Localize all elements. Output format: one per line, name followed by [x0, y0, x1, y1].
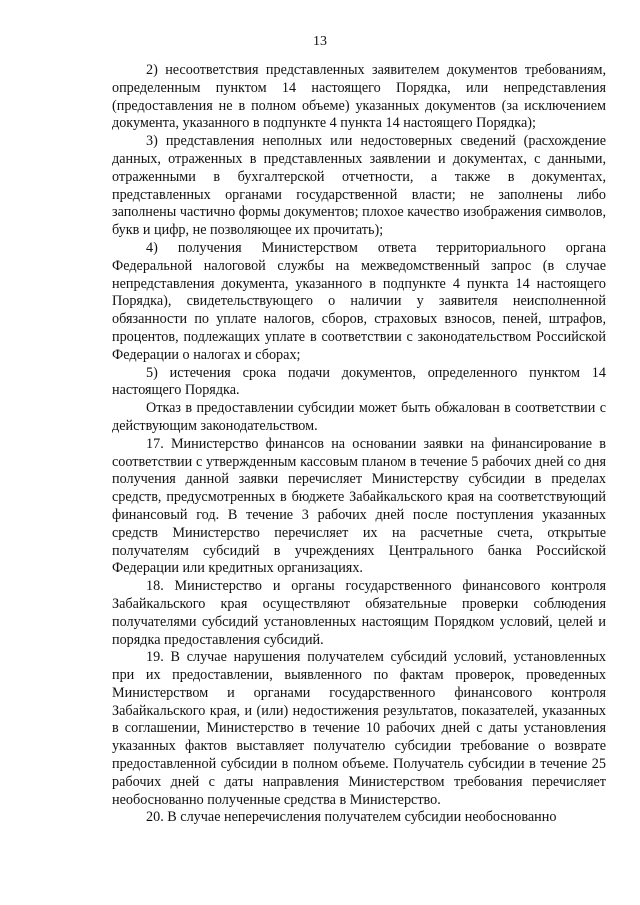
paragraph-18: 18. Министерство и органы государственного финансового контроля Забайкальского края осуществляют обязательные проверки соблюдения получателями субсидий установленных настоящим Порядком условий, целей и порядка предоставления субсидий. — [112, 578, 606, 648]
paragraph-20: 20. В случае неперечисления получателем субсидии необоснованно — [146, 809, 557, 826]
paragraph-item-4: 4) получения Министерством ответа территориального органа Федеральной налоговой службы на межведомственный запрос (в случае непредставления документа, указанного в подпункте 4 пункта 14 настоящего Порядка), свидетельствующего о наличии у заявителя неисполненной обязанности по уплате налогов, сборов, страховых взносов, пеней, штрафов, процентов, подлежащих уплате в соответствии с законодательством Российской Федерации о налогах и сборах; — [112, 239, 606, 363]
page-number: 13 — [313, 34, 327, 49]
paragraph-19: 19. В случае нарушения получателем субсидий условий, установленных при их предоставлении, выявленного по фактам проверок, проведенных Министерством и органами государственного финансового контроля Забайкальского края, и (или) недостижения результатов, показателей, указанных в соглашении, Министерство в течение 10 рабочих дней с даты установления указанных фактов выставляет получателю субсидии требование о возврате предоставленной субсидии в полном объеме. Получатель субсидии в течение 25 рабочих дней с даты направления Министерством требования перечисляет необоснованно полученные средства в Министерство. — [112, 649, 606, 808]
paragraph-refusal-appeal: Отказ в предоставлении субсидии может быть обжалован в соответствии с действующим законодательством. — [112, 400, 606, 434]
paragraph-item-2: 2) несоответствия представленных заявителем документов требованиям, определенным пунктом 14 настоящего Порядка, или непредставления (предоставления не в полном объеме) указанных документов (за исключением документа, указанного в подпункте 4 пункта 14 настоящего Порядка); — [112, 62, 606, 132]
paragraph-17: 17. Министерство финансов на основании заявки на финансирование в соответствии с утвержденным кассовым планом в течение 5 рабочих дней со дня получения данной заявки перечисляет Министерству субсидии в пределах средств, предусмотренных в бюджете Забайкальского края на соответствующий финансовый год. В течение 3 рабочих дней после поступления указанных средств Министерство перечисляет их на расчетные счета, открытые получателям субсидий в учреждениях Центрального банка Российской Федерации или кредитных организациях. — [112, 435, 606, 577]
document-body — [112, 62, 606, 827]
paragraph-item-3: 3) представления неполных или недостоверных сведений (расхождение данных, отраженных в представленных заявлении и документах, с данными, отраженными в бухгалтерской отчетности, а также в документах, представленных органами государственной власти; не заполнены либо заполнены частично формы документов; плохое качество изображения символов, букв и цифр, не позволяющее их прочитать); — [112, 133, 606, 239]
paragraph-item-5: 5) истечения срока подачи документов, определенного пунктом 14 настоящего Порядка. — [112, 364, 606, 399]
